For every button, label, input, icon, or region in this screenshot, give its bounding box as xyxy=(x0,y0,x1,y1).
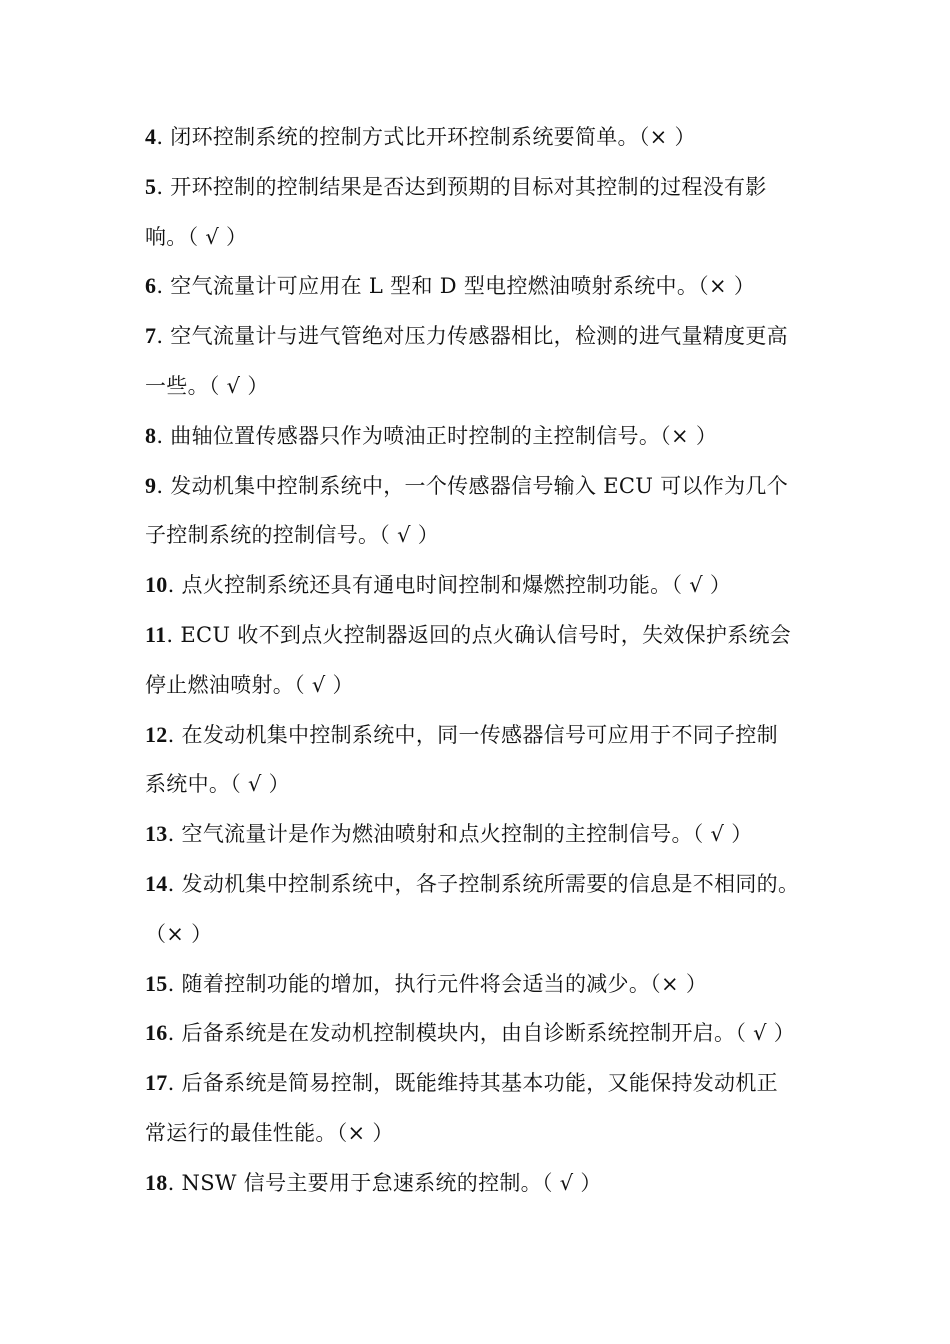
question-text: . 随着控制功能的增加，执行元件将会适当的减少。（× ） xyxy=(167,971,708,996)
question-6 xyxy=(145,266,813,316)
question-text: . 闭环控制系统的控制方式比开环控制系统要简单。（× ） xyxy=(156,125,696,149)
question-number: 16 xyxy=(145,1020,168,1046)
question-number: 10 xyxy=(145,572,168,598)
question-9-continued xyxy=(145,515,813,565)
question-7 xyxy=(145,316,813,366)
question-8 xyxy=(145,416,813,466)
question-14-continued xyxy=(145,914,813,964)
question-text: （× ） xyxy=(145,921,213,946)
question-13 xyxy=(145,814,813,864)
question-9 xyxy=(145,466,813,516)
question-text: 一些。（ √ ） xyxy=(145,373,269,398)
question-4 xyxy=(145,117,813,167)
question-number: 12 xyxy=(145,721,168,747)
question-text: 常运行的最佳性能。（× ） xyxy=(145,1120,394,1145)
question-5 xyxy=(145,167,813,217)
question-text: . 曲轴位置传感器只作为喷油正时控制的主控制信号。（× ） xyxy=(156,423,718,448)
question-number: 13 xyxy=(145,821,168,847)
question-number: 11 xyxy=(145,621,167,647)
question-15 xyxy=(145,964,813,1014)
question-number: 8 xyxy=(145,422,157,448)
question-text: . 发动机集中控制系统中，一个传感器信号输入 ECU 可以作为几个 xyxy=(156,473,789,498)
question-10 xyxy=(145,565,813,615)
question-14 xyxy=(145,864,813,914)
question-number: 7 xyxy=(145,323,157,349)
question-text: . 空气流量计是作为燃油喷射和点火控制的主控制信号。（ √ ） xyxy=(167,822,753,847)
question-text: . 空气流量计可应用在 L 型和 D 型电控燃油喷射系统中。（× ） xyxy=(156,274,756,299)
question-text: . 空气流量计与进气管绝对压力传感器相比，检测的进气量精度更高 xyxy=(156,324,788,349)
question-number: 9 xyxy=(145,472,157,498)
question-number: 5 xyxy=(145,173,157,199)
question-number: 18 xyxy=(145,1169,168,1195)
question-text: 停止燃油喷射。（ √ ） xyxy=(145,672,354,697)
question-text: 子控制系统的控制信号。（ √ ） xyxy=(145,523,440,548)
question-11-continued xyxy=(145,665,813,715)
question-number: 4 xyxy=(145,124,157,149)
question-16 xyxy=(145,1013,813,1063)
question-number: 17 xyxy=(145,1070,168,1096)
question-7-continued xyxy=(145,366,813,416)
question-list xyxy=(145,117,813,1213)
question-text: . NSW 信号主要用于怠速系统的控制。（ √ ） xyxy=(167,1170,602,1195)
question-number: 6 xyxy=(145,273,157,299)
question-text: . 发动机集中控制系统中，各子控制系统所需要的信息是不相同的。 xyxy=(167,871,800,896)
question-11 xyxy=(145,615,813,665)
question-text: 响。（ √ ） xyxy=(145,224,248,249)
question-text: . 在发动机集中控制系统中，同一传感器信号可应用于不同子控制 xyxy=(167,722,778,747)
question-text: . 后备系统是在发动机控制模块内，由自诊断系统控制开启。（ √ ） xyxy=(167,1021,796,1046)
question-text: . 点火控制系统还具有通电时间控制和爆燃控制功能。（ √ ） xyxy=(167,573,732,598)
question-text: . 后备系统是简易控制，既能维持其基本功能，又能保持发动机正 xyxy=(167,1071,778,1096)
question-number: 14 xyxy=(145,870,168,896)
question-18 xyxy=(145,1163,813,1213)
question-number: 15 xyxy=(145,970,168,996)
question-text: 系统中。（ √ ） xyxy=(145,772,290,797)
question-17 xyxy=(145,1063,813,1113)
question-12 xyxy=(145,715,813,765)
question-text: . 开环控制的控制结果是否达到预期的目标对其控制的过程没有影 xyxy=(156,174,767,199)
question-text: . ECU 收不到点火控制器返回的点火确认信号时，失效保护系统会 xyxy=(166,622,792,647)
question-17-continued xyxy=(145,1113,813,1163)
question-5-continued xyxy=(145,217,813,267)
question-12-continued xyxy=(145,764,813,814)
